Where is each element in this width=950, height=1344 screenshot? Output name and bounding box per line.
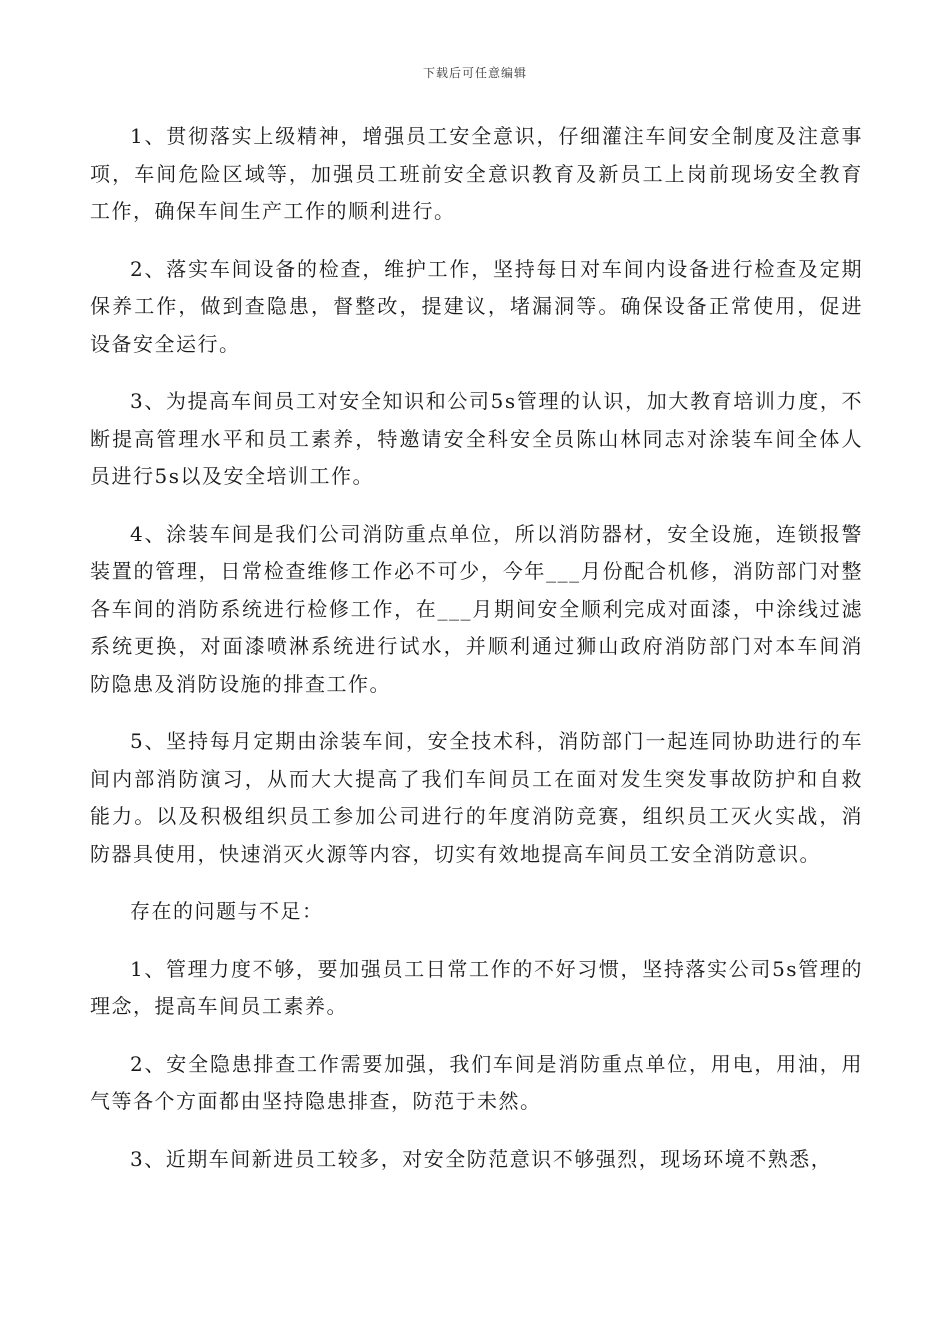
paragraph-2: 2、落实车间设备的检查，维护工作，坚持每日对车间内设备进行检查及定期保养工作，做到查隐患，督整改，提建议，堵漏洞等。确保设备正常使用，促进设备安全运行。	[90, 256, 863, 356]
issue-3: 3、近期车间新进员工较多，对安全防范意识不够强烈，现场环境不熟悉，	[130, 1146, 833, 1171]
page-header: 下载后可任意编辑	[422, 66, 527, 80]
paragraph-4: 4、涂装车间是我们公司消防重点单位，所以消防器材，安全设施，连锁报警装置的管理，日常检查维修工作必不可少，今年___月份配合机修，消防部门对整各车间的消防系统进行检修工作，在___月期间安全顺利完成对面漆，中涂线过滤系统更换，对面漆喷淋系统进行试水，并顺利通过狮山政府消防部门对本车间消防隐患及消防设施的排查工作。	[90, 521, 863, 696]
section-heading: 存在的问题与不足：	[130, 899, 324, 923]
issue-2: 2、安全隐患排查工作需要加强，我们车间是消防重点单位，用电，用油，用气等各个方面都由坚持隐患排查，防范于未然。	[90, 1051, 863, 1113]
paragraph-5: 5、坚持每月定期由涂装车间，安全技术科，消防部门一起连同协助进行的车间内部消防演习，从而大大提高了我们车间员工在面对发生突发事故防护和自救能力。以及积极组织员工参加公司进行的年度消防竞赛，组织员工灭火实战，消防器具使用，快速消灭火源等内容，切实有效地提高车间员工安全消防意识。	[90, 729, 863, 866]
issue-1: 1、管理力度不够，要加强员工日常工作的不好习惯，坚持落实公司5s管理的理念，提高车间员工素养。	[90, 956, 863, 1018]
paragraph-3: 3、为提高车间员工对安全知识和公司5s管理的认识，加大教育培训力度，不断提高管理水平和员工素养，特邀请安全科安全员陈山林同志对涂装车间全体人员进行5s以及安全培训工作。	[90, 389, 863, 488]
document-body	[90, 118, 863, 1198]
paragraph-1: 1、贯彻落实上级精神，增强员工安全意识，仔细灌注车间安全制度及注意事项，车间危险区域等，加强员工班前安全意识教育及新员工上岗前现场安全教育工作，确保车间生产工作的顺利进行。	[90, 124, 863, 223]
